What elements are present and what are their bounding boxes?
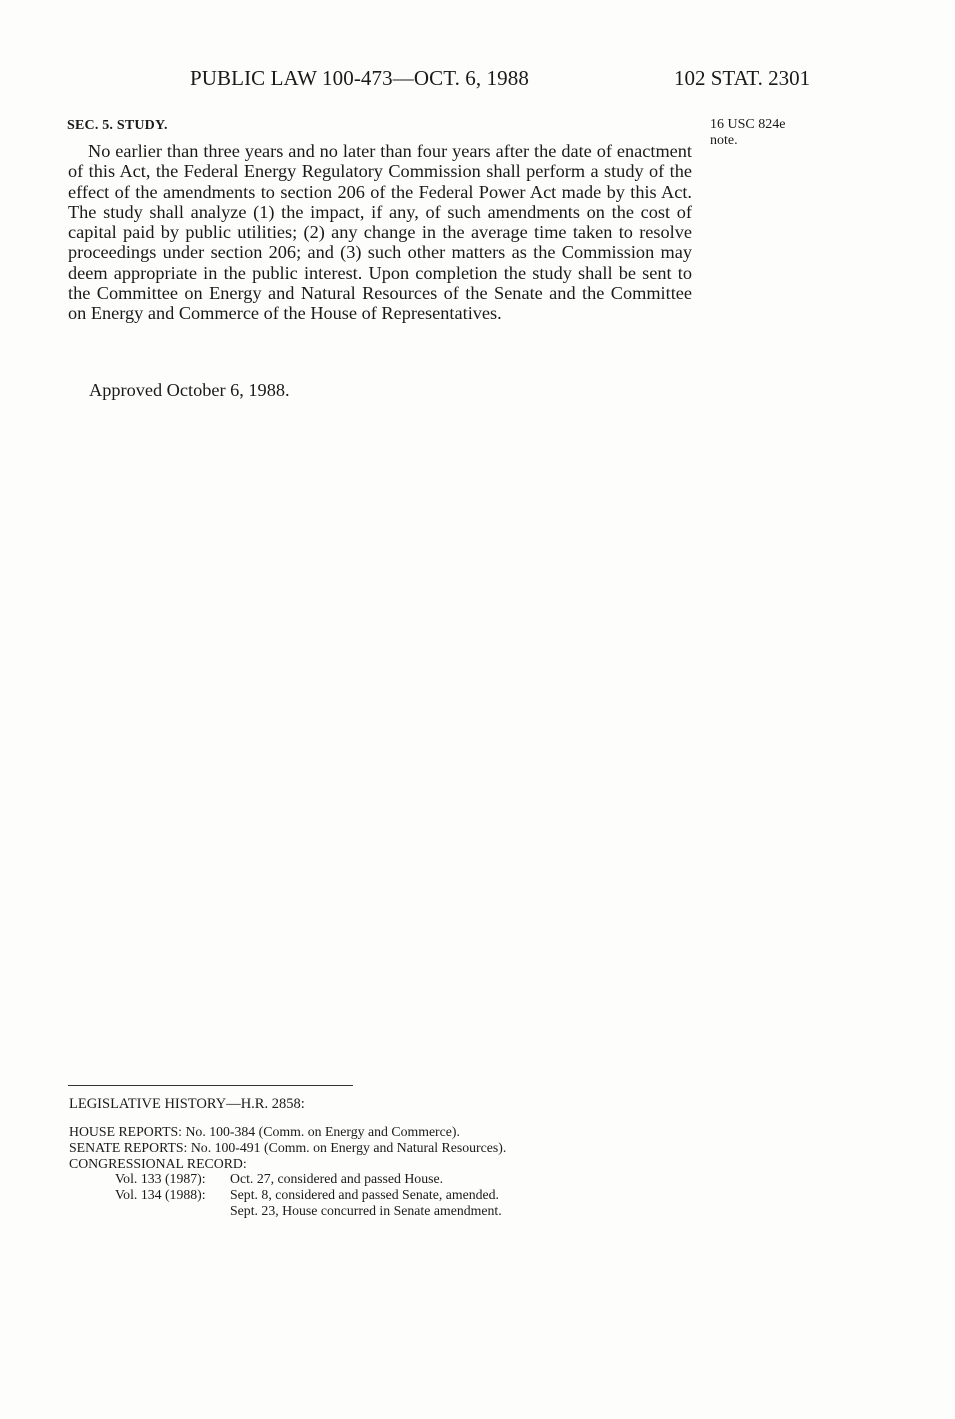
legislative-history-title: LEGISLATIVE HISTORY—H.R. 2858: bbox=[69, 1096, 305, 1112]
statute-page-number: 102 STAT. 2301 bbox=[674, 66, 811, 90]
volume-label: Vol. 134 (1988): bbox=[115, 1187, 206, 1203]
congressional-record-heading: CONGRESSIONAL RECORD: bbox=[69, 1155, 247, 1171]
house-reports: HOUSE REPORTS: No. 100-384 (Comm. on Energy and Commerce). bbox=[69, 1124, 460, 1139]
volume-entry: Sept. 23, House concurred in Senate amendment. bbox=[230, 1202, 502, 1218]
volume-entry: Sept. 8, considered and passed Senate, amended. bbox=[230, 1187, 499, 1203]
running-head: PUBLIC LAW 100-473—OCT. 6, 1988 bbox=[190, 66, 529, 90]
legislative-history bbox=[69, 1124, 506, 1219]
margin-note-citation: 16 USC 824e bbox=[710, 117, 786, 132]
volume-entry: Oct. 27, considered and passed House. bbox=[230, 1171, 444, 1187]
approval-date: Approved October 6, 1988. bbox=[89, 380, 290, 400]
volume-entries bbox=[230, 1171, 443, 1187]
margin-note-suffix: note. bbox=[710, 133, 738, 148]
section-body-text: No earlier than three years and no later than four years after the date of enactment of this Act, the Federal Energy Regulatory Commission shall perform a study of the effect of the amendments to section 206 of the Federal Power Act made by this Act. The study shall analyze (1) the impact, if any, of such amendments on the cost of capital paid by public utilities; (2) any change in the average time taken to resolve proceedings under section 206; and (3) such other matters as the Commission may deem appropriate in the public interest. Upon completion the study shall be sent to the Committee on Energy and Natural Resources of the Senate and the Committee on Energy and Commerce of the House of Representatives. bbox=[68, 141, 692, 324]
margin-note bbox=[710, 117, 820, 149]
section-heading: SEC. 5. STUDY. bbox=[67, 118, 168, 133]
volume-entries bbox=[230, 1187, 502, 1219]
record-volume-134 bbox=[69, 1187, 506, 1219]
senate-reports: SENATE REPORTS: No. 100-491 (Comm. on Energy and Natural Resources). bbox=[69, 1139, 507, 1155]
footnote-divider bbox=[68, 1085, 353, 1086]
volume-label: Vol. 133 (1987): bbox=[115, 1171, 206, 1187]
record-volume-133 bbox=[69, 1171, 506, 1187]
